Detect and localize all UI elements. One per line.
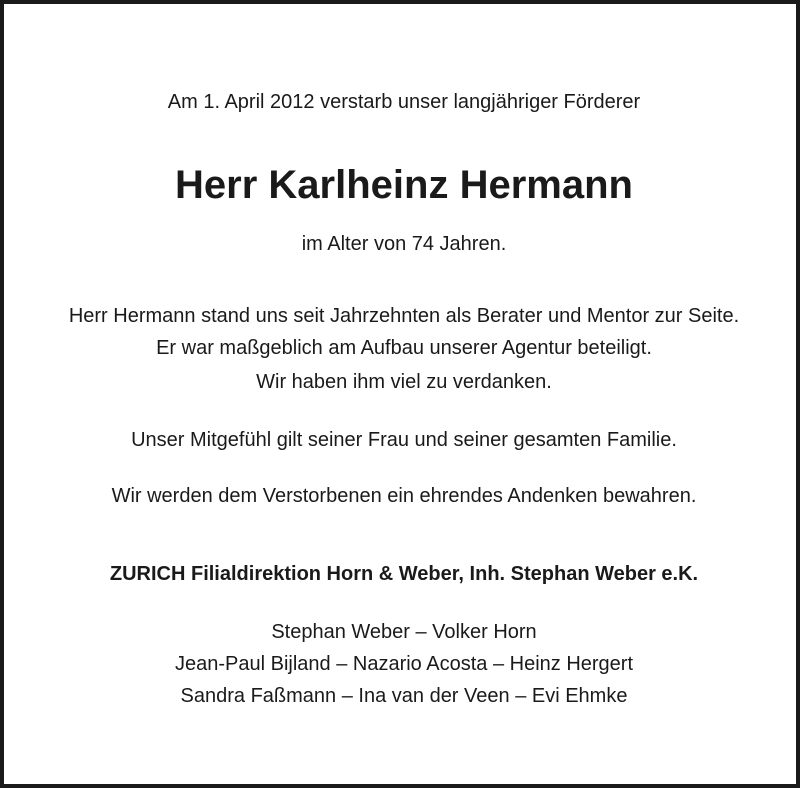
condolence-text: Unser Mitgefühl gilt seiner Frau und seiner gesamten Familie. (131, 429, 677, 451)
signatory-line: Stephan Weber – Volker Horn (271, 621, 537, 643)
tribute-line: Herr Hermann stand uns seit Jahrzehnten als Berater und Mentor zur Seite. (68, 305, 740, 327)
deceased-name: Herr Karlheinz Hermann (175, 163, 633, 207)
tribute-line: Wir haben ihm viel zu verdanken. (256, 371, 552, 393)
tribute-line: Er war maßgeblich am Aufbau unserer Agentur beteiligt. (156, 337, 652, 359)
age-text: im Alter von 74 Jahren. (301, 233, 507, 255)
signatory-line: Jean-Paul Bijland – Nazario Acosta – Heinz Hergert (174, 653, 634, 675)
remembrance-text: Wir werden dem Verstorbenen ein ehrendes Andenken bewahren. (111, 485, 697, 507)
signatory-line: Sandra Faßmann – Ina van der Veen – Evi Ehmke (180, 685, 628, 707)
company-name: ZURICH Filialdirektion Horn & Weber, Inh. Stephan Weber e.K. (109, 563, 699, 585)
intro-text: Am 1. April 2012 verstarb unser langjähriger Förderer (167, 91, 641, 113)
